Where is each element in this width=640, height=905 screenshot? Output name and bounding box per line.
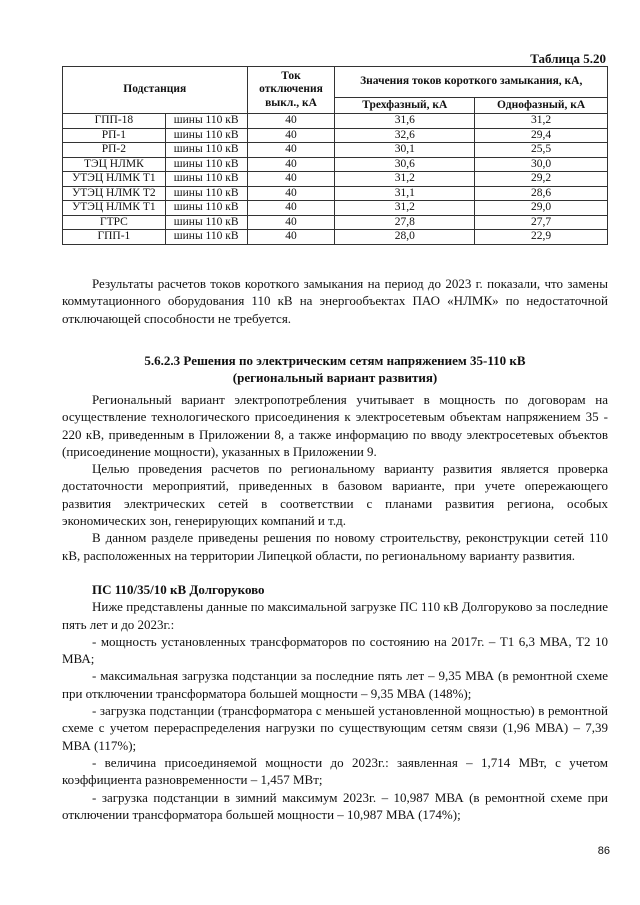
table-row (63, 186, 608, 201)
cell-breaking-current: 40 (247, 230, 335, 245)
cell-three-phase: 27,8 (335, 215, 475, 230)
substation-block (62, 581, 608, 823)
cell-single-phase: 25,5 (475, 143, 608, 158)
table-row (63, 114, 608, 129)
header-breaking-current: Ток отключения выкл., кА (247, 67, 335, 114)
substation-item: - мощность установленных трансформаторов по состоянию на 2017г. – Т1 6,3 МВА, Т2 10 МВА; (62, 633, 608, 667)
cell-bus: шины 110 кВ (165, 114, 247, 129)
section-paragraph: В данном разделе приведены решения по новому строительству, реконструкции сетей 110 кВ, расположенных на территории Липецкой области, по региональному варианту развития. (62, 530, 608, 563)
cell-breaking-current: 40 (247, 114, 335, 129)
substation-title: ПС 110/35/10 кВ Долгоруково (92, 582, 265, 597)
cell-single-phase: 31,2 (475, 114, 608, 129)
cell-breaking-current: 40 (247, 215, 335, 230)
cell-three-phase: 32,6 (335, 128, 475, 143)
cell-single-phase: 29,0 (475, 201, 608, 216)
header-three-phase: Трехфазный, кА (335, 98, 475, 114)
substation-item: - величина присоединяемой мощности до 2023г.: заявленная – 1,714 МВт, с учетом коэффициента разновременности – 1,457 МВт; (62, 754, 608, 788)
section-heading-line1: 5.6.2.3 Решения по электрическим сетям напряжением 35-110 кВ (144, 353, 526, 368)
table-row (63, 128, 608, 143)
cell-three-phase: 31,1 (335, 186, 475, 201)
cell-bus: шины 110 кВ (165, 215, 247, 230)
section-paragraph: Региональный вариант электропотребления учитывает в мощность по договорам на осуществление технологического присоединения к электросетевым объектам напряжением 35 - 220 кВ, приведенным в Приложении 8, а также информацию по вводу электросетевых объектов (присоединение мощности), указанных в Приложении 9. (62, 392, 608, 459)
cell-breaking-current: 40 (247, 201, 335, 216)
section-body (62, 391, 608, 564)
results-block (62, 275, 608, 327)
section-heading (62, 352, 608, 386)
cell-substation-name: УТЭЦ НЛМК Т1 (63, 201, 166, 216)
cell-three-phase: 31,2 (335, 201, 475, 216)
substation-item: - загрузка подстанции в зимний максимум 2023г. – 10,987 МВА (в ремонтной схеме при отключении трансформатора большей мощности – 10,987 МВА (174%); (62, 789, 608, 822)
cell-three-phase: 30,1 (335, 143, 475, 158)
substation-item: - максимальная загрузка подстанции за последние пять лет – 9,35 МВА (в ремонтной схеме при отключении трансформатора большей мощности – 9,35 МВА (148%); (62, 668, 608, 701)
header-short-circuit: Значения токов короткого замыкания, кА, (335, 67, 608, 98)
header-substation: Подстанция (63, 67, 248, 114)
cell-single-phase: 29,4 (475, 128, 608, 143)
cell-substation-name: РП-2 (63, 143, 166, 158)
cell-three-phase: 28,0 (335, 230, 475, 245)
table-row (63, 230, 608, 245)
table-caption: Таблица 5.20 (530, 51, 606, 66)
section-paragraph: Целью проведения расчетов по региональному варианту развития является проверка достаточности мероприятий, приведенных в базовом варианте, при учете опережающего развития электрических сетей в соответствии с планами развития региона, особых экономических зон, генерирующих компаний и т.д. (62, 461, 608, 529)
cell-single-phase: 29,2 (475, 172, 608, 187)
cell-substation-name: ГПП-18 (63, 114, 166, 129)
cell-three-phase: 31,2 (335, 172, 475, 187)
cell-bus: шины 110 кВ (165, 186, 247, 201)
cell-breaking-current: 40 (247, 186, 335, 201)
substation-intro: Ниже представлены данные по максимальной загрузке ПС 110 кВ Долгоруково за последние пять лет и до 2023г.: (62, 599, 608, 632)
cell-substation-name: РП-1 (63, 128, 166, 143)
cell-substation-name: УТЭЦ НЛМК Т1 (63, 172, 166, 187)
cell-bus: шины 110 кВ (165, 157, 247, 172)
table-body (63, 114, 608, 245)
cell-breaking-current: 40 (247, 157, 335, 172)
table-row (63, 172, 608, 187)
cell-breaking-current: 40 (247, 172, 335, 187)
cell-substation-name: ГТРС (63, 215, 166, 230)
cell-bus: шины 110 кВ (165, 172, 247, 187)
page-number: 86 (597, 845, 610, 857)
cell-substation-name: ТЭЦ НЛМК (63, 157, 166, 172)
cell-bus: шины 110 кВ (165, 143, 247, 158)
table-row (63, 215, 608, 230)
cell-single-phase: 22,9 (475, 230, 608, 245)
cell-substation-name: УТЭЦ НЛМК Т2 (63, 186, 166, 201)
cell-three-phase: 31,6 (335, 114, 475, 129)
cell-single-phase: 27,7 (475, 215, 608, 230)
cell-single-phase: 28,6 (475, 186, 608, 201)
table-row (63, 143, 608, 158)
cell-substation-name: ГПП-1 (63, 230, 166, 245)
cell-bus: шины 110 кВ (165, 201, 247, 216)
cell-breaking-current: 40 (247, 128, 335, 143)
table-row (63, 157, 608, 172)
cell-bus: шины 110 кВ (165, 230, 247, 245)
section-heading-line2: (региональный вариант развития) (232, 370, 438, 385)
cell-breaking-current: 40 (247, 143, 335, 158)
cell-three-phase: 30,6 (335, 157, 475, 172)
header-single-phase: Однофазный, кА (475, 98, 608, 114)
cell-bus: шины 110 кВ (165, 128, 247, 143)
substation-item: - загрузка подстанции (трансформатора с меньшей установленной мощностью) в ремонтной схеме с учетом перераспределения нагрузки по существующим сетям связи (1,96 МВА) – 7,39 МВА (117%); (62, 703, 608, 753)
short-circuit-table (62, 66, 608, 245)
table-row (63, 201, 608, 216)
results-paragraph: Результаты расчетов токов короткого замыкания на период до 2023 г. показали, что замены коммутационного оборудования 110 кВ на энергообъектах ПАО «НЛМК» по недостаточной отключающей способности не требуется. (62, 276, 608, 326)
cell-single-phase: 30,0 (475, 157, 608, 172)
